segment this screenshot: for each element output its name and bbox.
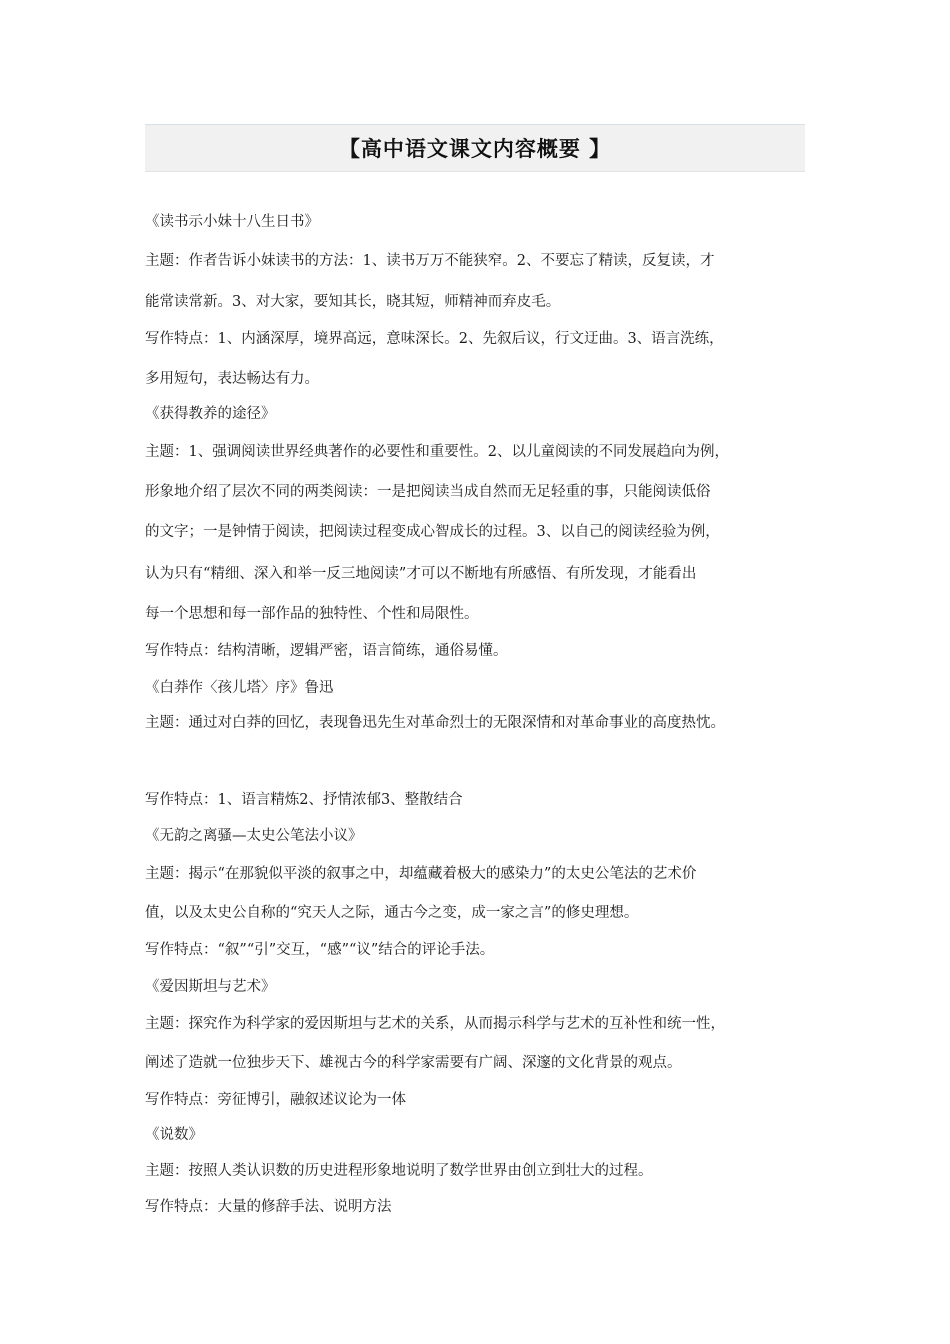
text-line: 阐述了造就一位独步天下、雄视古今的科学家需要有广阔、深邃的文化背景的观点。: [145, 1055, 682, 1071]
text-line: 主题：按照人类认识数的历史进程形象地说明了数学世界由创立到壮大的过程。: [145, 1163, 653, 1179]
text-line: 《无韵之离骚—太史公笔法小议》: [145, 828, 363, 844]
text-line: 值，以及太史公自称的“究天人之际，通古今之变，成一家之言”的修史理想。: [145, 905, 639, 921]
text-line: 写作特点：1、内涵深厚，境界高远，意味深长。2、先叙后议，行文迂曲。3、语言洗练，: [145, 331, 724, 347]
text-line: 写作特点：旁征博引，融叙述议论为一体: [145, 1092, 406, 1108]
text-line: 主题：揭示“在那貌似平淡的叙事之中，却蕴藏着极大的感染力”的太史公笔法的艺术价: [145, 866, 697, 882]
text-line: 能常读常新。3、对大家，要知其长，晓其短，师精神而弃皮毛。: [145, 294, 561, 310]
text-line: 《读书示小妹十八生日书》: [145, 214, 319, 230]
text-line: 主题：探究作为科学家的爱因斯坦与艺术的关系，从而揭示科学与艺术的互补性和统一性，: [145, 1016, 725, 1032]
text-line: 多用短句，表达畅达有力。: [145, 371, 319, 387]
text-line: 主题：作者告诉小妹读书的方法：1、读书万万不能狭窄。2、不要忘了精读，反复读，才: [145, 253, 715, 269]
text-line: 《说数》: [145, 1127, 203, 1143]
title-banner: [145, 124, 805, 172]
text-line: 主题：1、强调阅读世界经典著作的必要性和重要性。2、以儿童阅读的不同发展趋向为例，: [145, 444, 729, 460]
text-line: 的文字；一是钟情于阅读，把阅读过程变成心智成长的过程。3、以自己的阅读经验为例，: [145, 524, 720, 540]
text-line: 写作特点：结构清晰，逻辑严密，语言简练，通俗易懂。: [145, 643, 508, 659]
text-line: 认为只有“精细、深入和举一反三地阅读”才可以不断地有所感悟、有所发现，才能看出: [145, 566, 697, 582]
text-line: 《获得教养的途径》: [145, 406, 276, 422]
document-title: 【高中语文课文内容概要 】: [338, 137, 612, 161]
text-line: 写作特点：1、语言精炼2、抒情浓郁3、整散结合: [145, 792, 463, 808]
text-line: 写作特点：大量的修辞手法、说明方法: [145, 1199, 392, 1215]
text-line: 主题：通过对白莽的回忆，表现鲁迅先生对革命烈士的无限深情和对革命事业的高度热忱。: [145, 715, 725, 731]
text-line: 《白莽作〈孩儿塔〉序》鲁迅: [145, 680, 334, 696]
text-line: 每一个思想和每一部作品的独特性、个性和局限性。: [145, 606, 479, 622]
text-line: 《爱因斯坦与艺术》: [145, 979, 276, 995]
text-line: 写作特点：“叙”“引”交互，“感”“议”结合的评论手法。: [145, 942, 495, 958]
text-line: 形象地介绍了层次不同的两类阅读：一是把阅读当成自然而无足轻重的事，只能阅读低俗: [145, 484, 711, 500]
